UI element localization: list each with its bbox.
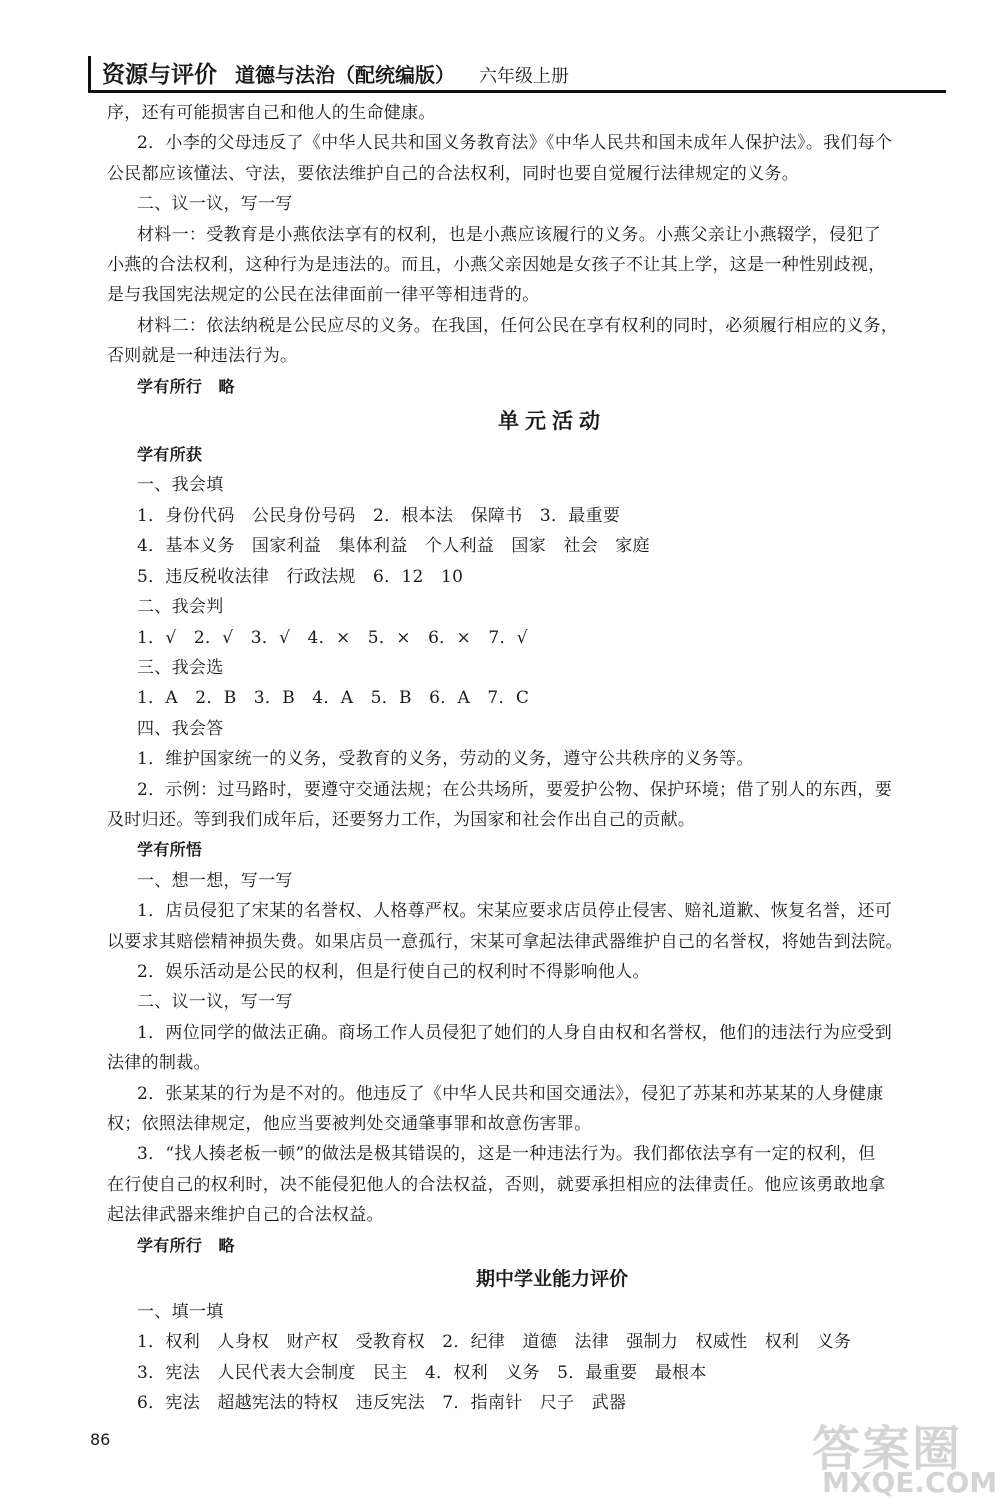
answer-line: 及时归还。等到我们成年后，还要努力工作，为国家和社会作出自己的贡献。 xyxy=(107,809,696,830)
header-grade: 六年级上册 xyxy=(479,66,569,87)
section-label: 学有所获 xyxy=(137,445,203,465)
subsection-heading: 二、我会判 xyxy=(137,597,224,618)
header-bottom-rule xyxy=(88,90,946,93)
watermark-top: 答案圈 xyxy=(812,1421,963,1477)
text-line: 材料二：依法纳税是公民应尽的义务。在我国，任何公民在享有权利的同时，必须履行相应的义务， xyxy=(137,315,899,336)
answer-line: 3．宪法 人民代表大会制度 民主 4．权利 义务 5．最重要 最根本 xyxy=(137,1362,707,1383)
answer-line: 5．违反税收法律 行政法规 6．12 10 xyxy=(137,566,464,587)
header-text xyxy=(102,56,569,89)
answer-line: 2．娱乐活动是公民的权利，但是行使自己的权利时不得影响他人。 xyxy=(137,961,650,982)
section-label: 学有所行 略 xyxy=(137,1235,235,1255)
answer-line: 起法律武器来维护自己的合法权益。 xyxy=(107,1205,384,1226)
page-content xyxy=(107,98,947,1419)
answer-line: 3．“找人揍老板一顿”的做法是极其错误的，这是一种违法行为。我们都依法享有一定的权利，但 xyxy=(137,1144,876,1165)
text-line: 序，还有可能损害自己和他人的生命健康。 xyxy=(107,103,436,123)
subsection-heading: 三、我会选 xyxy=(137,657,224,678)
subsection-heading: 一、填一填 xyxy=(137,1302,224,1323)
section-label: 学有所悟 xyxy=(137,840,203,860)
answer-line: 1．√ 2．√ 3．√ 4．× 5．× 6．× 7．√ xyxy=(137,627,528,648)
unit-activity-title: 单元活动 xyxy=(498,409,606,434)
text-line: 公民都应该懂法、守法，要依法维护自己的合法权利，同时也要自觉履行法律规定的义务。 xyxy=(107,163,799,184)
answer-line: 1．维护国家统一的义务，受教育的义务，劳动的义务，遵守公共秩序的义务等。 xyxy=(137,749,754,770)
subsection-heading: 一、想一想，写一写 xyxy=(137,870,293,891)
text-line: 否则就是一种违法行为。 xyxy=(107,346,298,367)
page-header xyxy=(88,52,946,92)
answer-line: 4．基本义务 国家利益 集体利益 个人利益 国家 社会 家庭 xyxy=(137,536,650,557)
answer-line: 2．张某某的行为是不对的。他违反了《中华人民共和国交通法》，侵犯了苏某和苏某某的人身健康 xyxy=(137,1083,884,1104)
header-left-rule xyxy=(88,56,91,92)
text-line: 2．小李的父母违反了《中华人民共和国义务教育法》《中华人民共和国未成年人保护法》。我们每个 xyxy=(137,133,893,154)
subsection-heading: 二、议一议，写一写 xyxy=(137,992,293,1013)
answer-line: 6．宪法 超越宪法的特权 违反宪法 7．指南针 尺子 武器 xyxy=(137,1393,627,1414)
text-line: 是与我国宪法规定的公民在法律面前一律平等相违背的。 xyxy=(107,285,540,306)
answer-line: 法律的制裁。 xyxy=(107,1053,211,1074)
midterm-evaluation-title: 期中学业能力评价 xyxy=(475,1268,628,1291)
text-line: 小燕的合法权利，这种行为是违法的。而且，小燕父亲因她是女孩子不让其上学，这是一种性别歧视， xyxy=(107,255,886,276)
answer-line: 2．示例：过马路时，要遵守交通法规；在公共场所，要爱护公物、保护环境；借了别人的东西，要 xyxy=(137,779,893,800)
answer-line: 1．店员侵犯了宋某的名誉权、人格尊严权。宋某应要求店员停止侵害、赔礼道歉、恢复名誉，还可 xyxy=(137,901,893,922)
header-book-title: 资源与评价 xyxy=(102,62,217,88)
subsection-heading: 二、议一议，写一写 xyxy=(137,194,293,215)
site-watermark xyxy=(812,1410,998,1500)
answer-line: 以要求其赔偿精神损失费。如果店员一意孤行，宋某可拿起法律武器维护自己的名誉权，将她告到法院。 xyxy=(107,931,903,952)
subsection-heading: 一、我会填 xyxy=(137,475,224,496)
section-label: 学有所行 略 xyxy=(137,376,235,396)
answer-line: 1．权利 人身权 财产权 受教育权 2．纪律 道德 法律 强制力 权威性 权利 义务 xyxy=(137,1332,852,1353)
answer-line: 1．身份代码 公民身份号码 2．根本法 保障书 3．最重要 xyxy=(137,505,621,526)
text-line: 材料一：受教育是小燕依法享有的权利，也是小燕应该履行的义务。小燕父亲让小燕辍学，侵犯了 xyxy=(137,224,881,245)
page-number: 86 xyxy=(90,1430,111,1449)
answer-line: 1．两位同学的做法正确。商场工作人员侵犯了她们的人身自由权和名誉权，他们的违法行为应受到 xyxy=(137,1022,893,1043)
header-subject: 道德与法治（配统编版） xyxy=(235,63,455,87)
answer-line: 在行使自己的权利时，决不能侵犯他人的合法权益，否则，就要承担相应的法律责任。他应该勇敢地拿 xyxy=(107,1174,886,1195)
answer-line: 1．A 2．B 3．B 4．A 5．B 6．A 7．C xyxy=(137,688,530,709)
answer-line: 权；依照法律规定，他应当要被判处交通肇事罪和故意伤害罪。 xyxy=(107,1114,592,1134)
watermark-bottom: MXQE.COM xyxy=(822,1466,998,1499)
subsection-heading: 四、我会答 xyxy=(137,718,224,739)
